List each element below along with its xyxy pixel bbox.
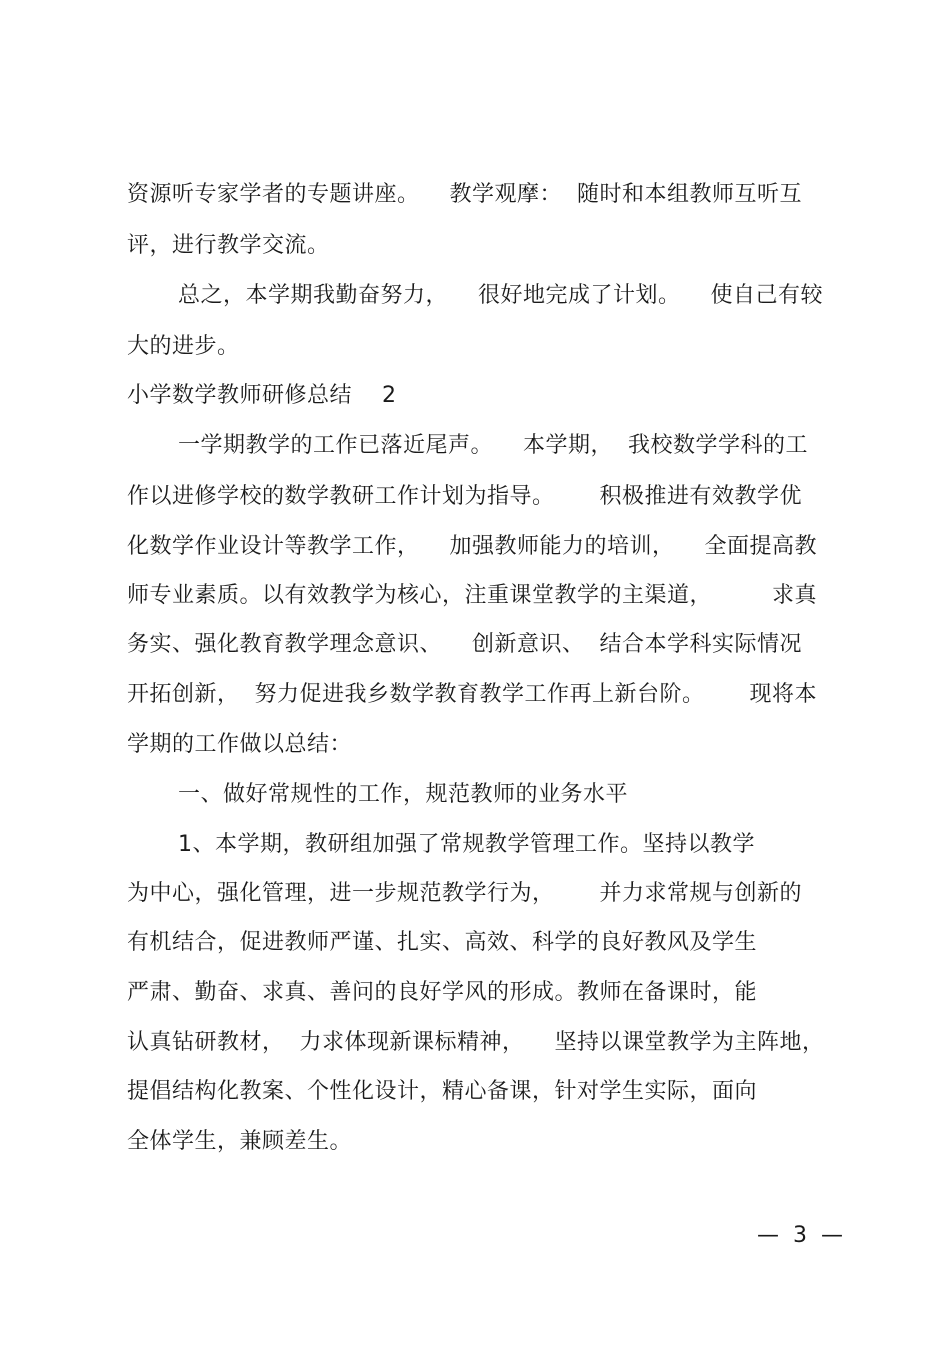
body-text-line: 务实、强化教育教学理念意识、 创新意识、 结合本学科实际情况 (127, 632, 802, 657)
body-text-line: 化数学作业设计等教学工作， 加强教师能力的培训， 全面提高教 (127, 534, 817, 559)
paragraph-first-line: 1、本学期，教研组加强了常规教学管理工作。坚持以教学 (178, 832, 755, 857)
body-text-line: 大的进步。 (127, 334, 240, 359)
section-heading: 小学数学教师研修总结 2 (127, 383, 397, 408)
body-text-line: 评，进行教学交流。 (127, 233, 330, 258)
body-text-line: 提倡结构化教案、个性化设计，精心备课，针对学生实际，面向 (127, 1079, 758, 1104)
page-number: — 3 — (757, 1223, 843, 1248)
body-text-line: 为中心，强化管理，进一步规范教学行为， 并力求常规与创新的 (127, 881, 802, 906)
body-text-line: 资源听专家学者的专题讲座。 教学观摩： 随时和本组教师互听互 (127, 182, 802, 207)
body-text-line: 有机结合，促进教师严谨、扎实、高效、科学的良好教风及学生 (127, 930, 758, 955)
paragraph-first-line: 总之，本学期我勤奋努力， 很好地完成了计划。 使自己有较 (178, 283, 823, 308)
paragraph-first-line: 一学期教学的工作已落近尾声。 本学期， 我校数学学科的工 (178, 433, 808, 458)
body-text-line: 认真钻研教材， 力求体现新课标精神， 坚持以课堂教学为主阵地， (127, 1030, 825, 1055)
body-text-line: 严肃、勤奋、求真、善问的良好学风的形成。教师在备课时，能 (127, 980, 758, 1005)
body-text-line: 开拓创新， 努力促进我乡数学教育教学工作再上新台阶。 现将本 (127, 682, 817, 707)
body-text-line: 学期的工作做以总结： (127, 732, 353, 757)
body-text-line: 师专业素质。以有效教学为核心，注重课堂教学的主渠道， 求真 (127, 583, 817, 608)
body-text-line: 全体学生，兼顾差生。 (127, 1129, 353, 1154)
subsection-heading: 一、做好常规性的工作，规范教师的业务水平 (178, 782, 629, 807)
body-text-line: 作以进修学校的数学教研工作计划为指导。 积极推进有效教学优 (127, 484, 802, 509)
